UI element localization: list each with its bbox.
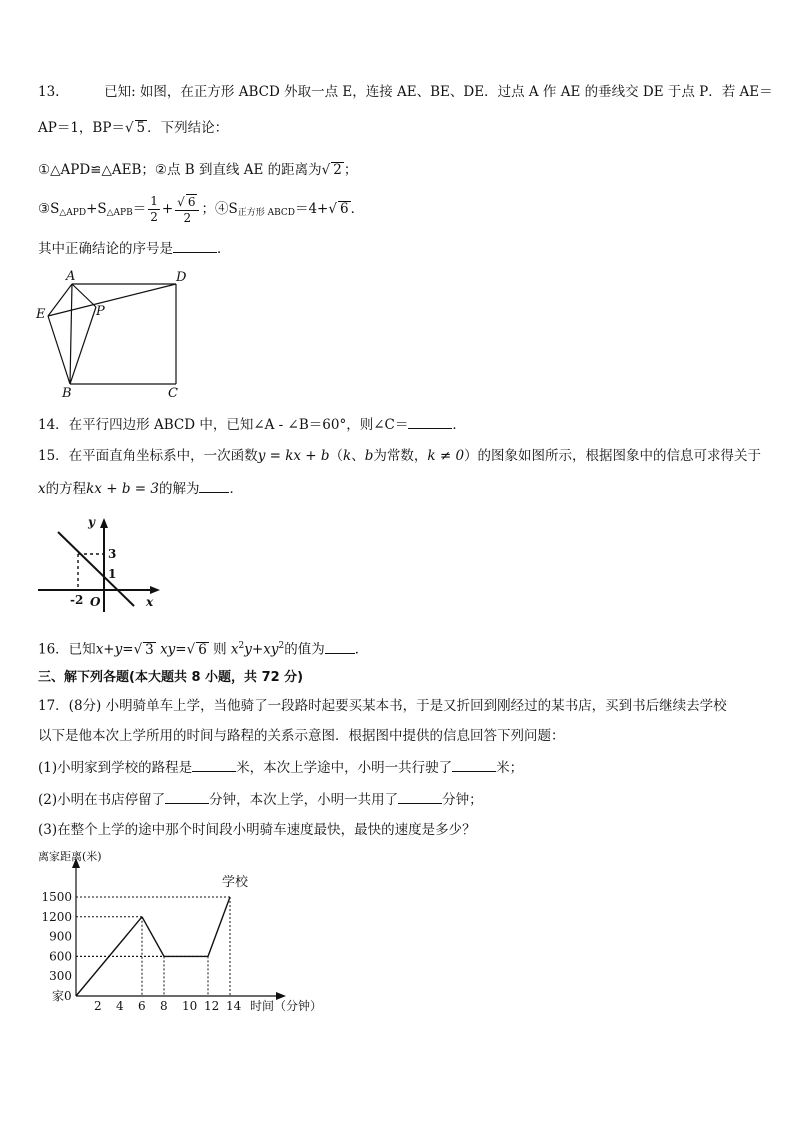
q16-value-text: 的值为 [284,641,325,658]
x-tick-label: 10 [182,999,198,1013]
q17-p1-c: 米； [496,760,524,776]
x-axis-arrow-icon [150,586,160,594]
answer-blank[interactable] [452,757,496,772]
q13-c4-s: ；④S [201,201,238,217]
q13-c3-sub1: △APD [59,208,87,218]
q15-text-a: 15．在平面直角坐标系中，一次函数 [38,448,258,464]
square-figure [30,268,200,400]
q14 [38,414,466,435]
graph-xneg2: -2 [70,593,84,607]
q16 [38,636,368,660]
q13-line2 [38,118,228,138]
q15-const: 为常数， [373,448,428,464]
q13-c1-end: ； [343,162,358,178]
q13-text-2a: AP＝1，BP＝ [38,120,125,136]
q16-expr: y+xy [244,641,279,658]
x-tick-label: 8 [160,999,168,1013]
q13-number: 13. [38,84,60,100]
q16-x: x [230,641,239,658]
segment-ba [70,284,72,384]
answer-blank[interactable] [199,478,229,493]
sqrt-icon: √ [124,120,134,136]
q13-c3-eq: ＝ [132,201,147,217]
frac-den: 2 [150,210,158,224]
y-tick-label: 600 [49,949,72,964]
q13-c4-eq: ＝4+ [294,201,329,217]
q13-c3-plus: + [161,201,174,217]
frac-den: 2 [183,210,192,225]
q13-sqrt5: 5 [136,120,146,136]
x-tick-label: 12 [204,999,220,1013]
answer-blank[interactable] [165,789,209,804]
series-segment [208,897,230,956]
y-tick-label: 1500 [41,890,72,904]
sqrt-icon: √ [133,641,143,658]
q15-condition: k ≠ 0 [427,448,465,464]
y-tick-label: 900 [49,929,72,944]
distance-time-chart [30,846,350,1016]
q13-text-1: 已知: 如图，在正方形 ABCD 外取一点 E，连接 AE、BE、DE．过点 A 作 AE 的垂线交 DE 于点 P．若 AE＝ [104,84,773,100]
frac-num [175,194,199,211]
q17-part3: (3)在整个上学的途中那个时间段小明骑车速度最快，最快的速度是多少？ [38,822,476,838]
label-e: E [36,307,46,322]
y-axis-arrow-icon [100,518,108,528]
section-title: 三、解下列各题(本大题共 8 小题，共 72 分) [38,670,304,685]
y-tick-label: 300 [49,969,72,984]
q13-conclusion-1-2 [38,160,357,180]
q17-p1-b: 米，本次上学途中，小明一共行驶了 [236,760,453,776]
q13-frac-half [148,194,160,225]
x-tick-label: 4 [116,999,124,1013]
q15-equation: kx + b = 3 [86,481,159,497]
label-a: A [66,269,76,284]
q16-sqrt6: 6 [198,641,207,658]
q17-part1 [38,757,523,778]
answer-blank[interactable] [408,414,452,429]
q15-function: y = kx + b [257,448,330,464]
series-segment [142,917,164,957]
q15-end: ． [229,481,243,497]
q13-c4-sub: 正方形 ABCD [237,208,295,218]
q13-text-2b: ．下列结论： [147,120,229,136]
graph-y-label: y [88,515,95,529]
q15-paren-open: （ [329,448,344,464]
q16-then: 则 [213,641,227,658]
q17-p1-a: (1)小明家到学校的路程是 [38,760,193,776]
q13-ask [38,238,231,259]
q13-c4-sqrt6: 6 [339,201,349,217]
q15-line1 [38,446,761,466]
q13-frac-sqrt6-half [175,194,199,226]
q15-x: x [38,481,46,497]
q15-eq-text: 的方程 [45,481,87,497]
q15-line2 [38,478,243,499]
chart-annotation-school: 学校 [222,875,249,890]
graph-y3: 3 [108,547,117,561]
q17-p2-b: 分钟，本次上学，小明一共用了 [209,792,399,808]
q16-sqrt3: 3 [145,641,154,658]
answer-blank[interactable] [325,639,355,654]
graph-x-label: x [146,595,154,609]
frac-sqrt6: 6 [187,194,196,209]
q15-b: b [364,448,374,464]
chart-x-label: 时间（分钟） [250,999,323,1013]
x-tick-label: 6 [138,999,146,1013]
q17-p2-a: (2)小明在书店停留了 [38,792,166,808]
answer-blank[interactable] [192,757,236,772]
q16-product: xy= [160,641,187,658]
q15-k: k [343,448,352,464]
graph-y1: 1 [108,567,117,581]
q13-conclusion-3-4 [38,192,364,230]
label-c: C [168,386,178,400]
q16-sup1: 2 [238,641,245,651]
q15-comma: 、 [351,448,365,464]
q14-text: 14．在平行四边形 ABCD 中，已知∠A - ∠B＝60°，则∠C＝ [38,417,409,433]
q16-text-a: 16．已知 [38,641,96,658]
q13-line1 [38,82,773,102]
label-b: B [62,386,72,400]
answer-blank[interactable] [173,238,217,253]
q13-c3-plus-s: +S [86,201,107,217]
q14-end: ． [452,417,466,433]
q17-line2: 以下是他本次上学所用的时间与路程的关系示意图．根据图中提供的信息回答下列问题： [38,728,565,744]
sqrt-icon: √ [186,641,196,658]
chart-origin-label: 家0 [52,989,72,1003]
segment-eb [48,316,70,384]
q13-c4-end: ． [350,201,365,217]
q15-solution-text: 的解为 [158,481,200,497]
chart-y-label: 离家距离(米) [38,850,102,863]
y-tick-label: 1200 [41,909,72,924]
q13-ask-end: ． [217,241,231,257]
label-p: P [96,304,105,319]
q13-c1-text: ①△APD≌△AEB；②点 B 到直线 AE 的距离为 [38,162,322,178]
label-d: D [176,270,187,285]
q13-c3-sub2: △APB [106,208,133,218]
segment-pb [70,307,96,384]
q17-line1: 17．(8分) 小明骑单车上学，当他骑了一段路时起要买某本书，于是又折回到刚经过的某书店，买到书后继续去学校 [38,698,727,714]
frac-num: 1 [150,194,158,208]
q16-sum: x+y= [95,641,134,658]
x-tick-label: 2 [94,999,102,1013]
q15-text-e: ）的图象如图所示，根据图象中的信息可求得关于 [464,448,762,464]
q17-part2 [38,789,483,810]
q16-end: ． [354,641,369,658]
q13-c1-sqrt2: 2 [333,162,342,178]
answer-blank[interactable] [398,789,442,804]
q13-c3-s: ③S [38,201,60,217]
segment-ap [72,284,96,307]
x-tick-label: 14 [226,999,242,1013]
q13-ask-text: 其中正确结论的序号是 [38,241,173,257]
linear-graph [36,512,166,616]
sqrt-icon: √ [321,162,331,178]
sqrt-icon: √ [328,201,337,217]
q16-sup2: 2 [278,641,285,651]
graph-origin: O [90,595,101,609]
q17-p2-c: 分钟； [442,792,483,808]
sqrt-icon: √ [177,194,185,209]
segment-ed [48,284,176,316]
